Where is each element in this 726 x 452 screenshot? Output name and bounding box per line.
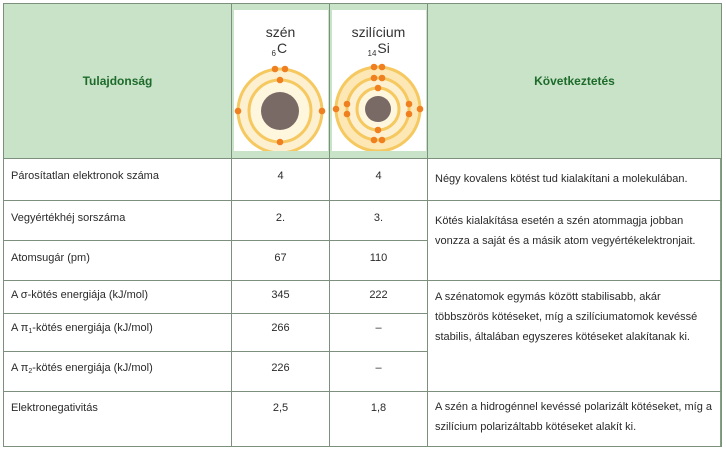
silicon-value: 3. [330, 201, 428, 241]
carbon-value: 2. [232, 201, 330, 241]
silicon-value: – [330, 314, 428, 352]
silicon-atom-card [332, 10, 426, 151]
carbon-atom-diagram [234, 10, 328, 151]
carbon-value: 67 [232, 241, 330, 281]
conclusion-header: Következtetés [428, 4, 722, 159]
silicon-atomic-number: 14 [367, 49, 377, 58]
carbon-name: szén [265, 24, 296, 40]
carbon-value: 2,5 [232, 392, 330, 447]
silicon-nucleus [365, 96, 391, 122]
property-header: Tulajdonság [4, 4, 232, 159]
carbon-nucleus [261, 92, 299, 130]
conclusion-cell: Négy kovalens kötést tud kialakítani a molekulában. [428, 159, 722, 201]
conclusion-cell: Kötés kialakítása esetén a szén atommagja jobban vonzza a saját és a másik atom vegyértékelektronjait. [428, 201, 722, 281]
silicon-value: 222 [330, 281, 428, 314]
carbon-header [232, 4, 330, 159]
table-row [4, 159, 722, 201]
carbon-atom-card [234, 10, 328, 151]
carbon-symbol-text: C [276, 40, 288, 56]
silicon-value: 4 [330, 159, 428, 201]
carbon-value: 4 [232, 159, 330, 201]
conclusion-cell: A szén a hidrogénnel kevéssé polarizált kötéseket, míg a szilícium polarizáltabb kötéseket alakít ki. [428, 392, 722, 447]
carbon-value: 266 [232, 314, 330, 352]
table-row [4, 281, 722, 314]
silicon-atom-diagram [332, 10, 426, 151]
table-row [4, 392, 722, 447]
carbon-value: 345 [232, 281, 330, 314]
property-cell: A σ-kötés energiája (kJ/mol) [4, 281, 232, 314]
property-cell: Párosítatlan elektronok száma [4, 159, 232, 201]
silicon-value: – [330, 352, 428, 392]
property-cell: Elektronegativitás [4, 392, 232, 447]
comparison-table [3, 3, 722, 447]
table-row [4, 201, 722, 241]
silicon-symbol-text: Si [377, 40, 390, 56]
property-cell: A $\pi_2$-kötés energiája (kJ/mol) [4, 352, 232, 392]
property-cell: A $\pi_1$-kötés energiája (kJ/mol) [4, 314, 232, 352]
conclusion-cell: A szénatomok egymás között stabilisabb, akár többszörös kötéseket, míg a szilíciumatomok kevéssé stabilis, általában egyszeres kötéseket alakítanak ki. [428, 281, 722, 392]
silicon-header [330, 4, 428, 159]
property-cell: Vegyértékhéj sorszáma [4, 201, 232, 241]
property-cell: Atomsugár (pm) [4, 241, 232, 281]
silicon-name: szilícium [351, 24, 406, 40]
carbon-value: 226 [232, 352, 330, 392]
carbon-atomic-number: 6 [271, 49, 276, 58]
silicon-value: 1,8 [330, 392, 428, 447]
silicon-value: 110 [330, 241, 428, 281]
header-row [4, 4, 722, 159]
